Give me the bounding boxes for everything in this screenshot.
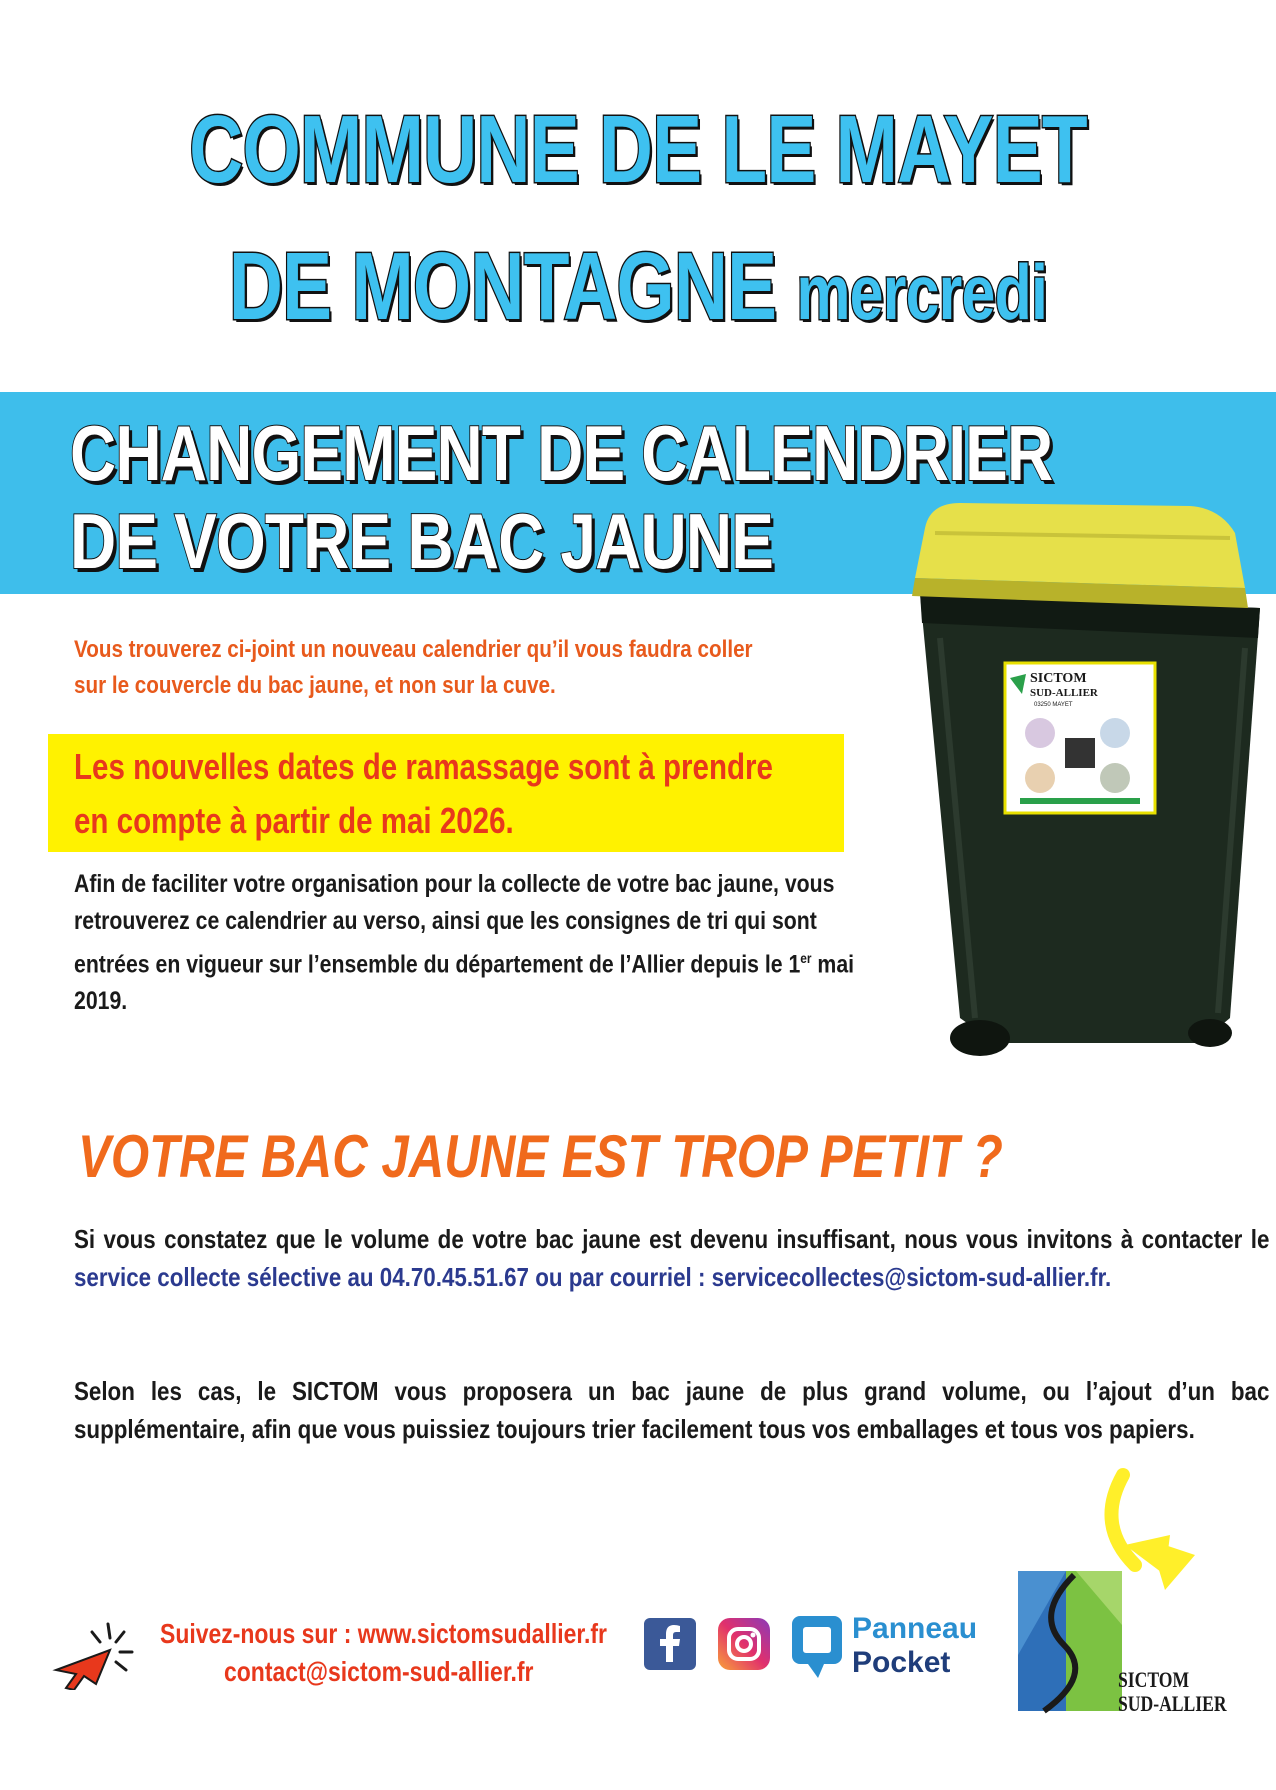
logo-name-line2: SUD-ALLIER xyxy=(1118,1691,1227,1716)
title-commune-name: DE MONTAGNE xyxy=(228,233,777,340)
section-paragraph-contact xyxy=(74,1220,1269,1296)
section-title: VOTRE BAC JAUNE EST TROP PETIT ? xyxy=(78,1123,1003,1190)
footer-website[interactable]: Suivez-nous sur : www.sictomsudallier.fr xyxy=(160,1618,607,1649)
banner-heading-line2: DE VOTRE BAC JAUNE xyxy=(70,497,774,585)
contact-details: service collecte sélective au 04.70.45.51.67 ou par courriel : servicecollectes@sictom-sud-allier.fr. xyxy=(74,1262,1112,1292)
highlight-text: Les nouvelles dates de ramassage sont à prendre en compte à partir de mai 2026. xyxy=(74,746,773,841)
bin-label-city: 03250 MAYET xyxy=(1034,702,1073,708)
intro-body xyxy=(74,866,865,1020)
panneau-pocket-label-line1: Panneau xyxy=(852,1612,978,1645)
yellow-bin-illustration xyxy=(900,498,1276,1058)
intro-body-main: Afin de faciliter votre organisation pour la collecte de votre bac jaune, vous retrouverez ce calendrier au verso, ainsi que les consignes de tri qui sont entrées en vigueur sur l’ensemble du département de l’Allier depuis le 1 xyxy=(74,870,835,979)
instagram-icon[interactable] xyxy=(718,1618,770,1670)
panneau-pocket-label-line2: Pocket xyxy=(852,1646,951,1679)
section-paragraph-options: Selon les cas, le SICTOM vous proposera un bac jaune de plus grand volume, ou l’ajout d’un bac supplémentaire, afin que vous puissiez toujours trier facilement tous vos emballages et tous vos papiers. xyxy=(74,1376,1270,1444)
intro-notice: Vous trouverez ci-joint un nouveau calendrier qu’il vous faudra coller sur le couvercle du bac jaune, et non sur la cuve. xyxy=(74,636,753,699)
page-title-line1: COMMUNE DE LE MAYET xyxy=(189,96,1087,203)
panneau-pocket-icon[interactable] xyxy=(790,1614,846,1680)
bin-label-brand1: SICTOM xyxy=(1030,671,1087,686)
banner-heading-line1: CHANGEMENT DE CALENDRIER xyxy=(70,409,1053,497)
title-collection-day: mercredi xyxy=(796,248,1048,336)
facebook-icon[interactable] xyxy=(644,1618,696,1670)
cursor-icon xyxy=(48,1618,138,1690)
logo-name-line1: SICTOM xyxy=(1118,1667,1190,1692)
sictom-logo xyxy=(1014,1565,1126,1715)
footer-email[interactable]: contact@sictom-sud-allier.fr xyxy=(224,1656,534,1687)
intro-body-sup: er xyxy=(800,950,812,966)
contact-intro: Si vous constatez que le volume de votre bac jaune est devenu insuffisant, nous vous invitons à contacter le xyxy=(74,1224,1270,1254)
intro-body-end: mai 2019. xyxy=(74,950,855,1016)
bin-label-brand2: SUD-ALLIER xyxy=(1030,687,1098,699)
page-title-line2 xyxy=(140,232,1135,342)
